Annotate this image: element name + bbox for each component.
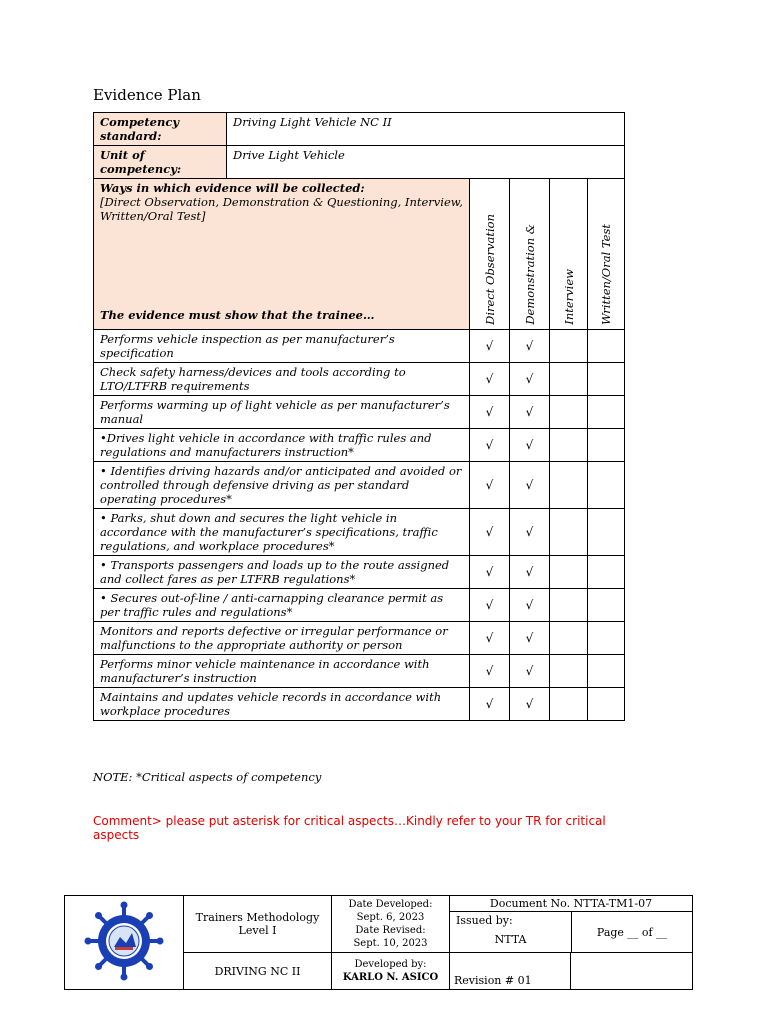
check-cell — [550, 655, 588, 688]
check-cell — [588, 589, 625, 622]
check-cell — [550, 429, 588, 462]
evidence-plan-table — [93, 112, 625, 721]
evidence-criterion: Performs minor vehicle maintenance in accordance with manufacturer’s instruction — [94, 655, 470, 688]
check-cell — [588, 509, 625, 556]
check-cell — [588, 655, 625, 688]
document-info-cell — [450, 896, 693, 953]
competency-standard-row — [94, 113, 625, 146]
ways-list: [Direct Observation, Demonstration & Questioning, Interview, Written/Oral Test] — [100, 195, 463, 223]
check-cell: √ — [470, 589, 510, 622]
check-cell: √ — [470, 655, 510, 688]
ways-title: Ways in which evidence will be collected: — [100, 181, 365, 195]
check-cell — [550, 396, 588, 429]
organization-logo — [65, 896, 184, 990]
evidence-row — [94, 622, 625, 655]
reviewer-comment: Comment> please put asterisk for critical aspects…Kindly refer to your TR for critical aspects — [93, 814, 606, 842]
evidence-row — [94, 556, 625, 589]
developer-name: KARLO N. ASICO — [342, 972, 439, 983]
unit-label: Unit of competency: — [94, 146, 227, 179]
driving-nc-ii: DRIVING NC II — [184, 953, 332, 990]
check-cell: √ — [470, 363, 510, 396]
check-cell: √ — [510, 509, 550, 556]
check-cell — [550, 330, 588, 363]
check-cell: √ — [510, 462, 550, 509]
check-cell: √ — [470, 462, 510, 509]
competency-standard-value: Driving Light Vehicle NC II — [227, 113, 625, 146]
developed-by-cell: Developed by: KARLO N. ASICO — [332, 953, 450, 990]
check-cell: √ — [510, 429, 550, 462]
footer-table — [64, 895, 693, 990]
check-cell: √ — [470, 622, 510, 655]
document-title: Evidence Plan — [93, 86, 201, 104]
page-number: Page __ of __ — [596, 926, 668, 939]
methods-header-row — [94, 179, 625, 330]
evidence-criterion: • Secures out-of-line / anti-carnapping clearance permit as per traffic rules and regulations* — [94, 589, 470, 622]
evidence-row — [94, 462, 625, 509]
check-cell — [550, 622, 588, 655]
evidence-criterion: •Drives light vehicle in accordance with traffic rules and regulations and manufacturers instruction* — [94, 429, 470, 462]
check-cell: √ — [510, 556, 550, 589]
check-cell — [588, 330, 625, 363]
check-cell — [550, 462, 588, 509]
method-header-written-oral-test: Written/Oral Test — [588, 179, 625, 330]
ship-wheel-seal-icon — [84, 901, 164, 981]
check-cell: √ — [510, 688, 550, 721]
evidence-must-show: The evidence must show that the trainee… — [100, 308, 375, 322]
dates-cell: Date Developed: Sept. 6, 2023 Date Revised: Sept. 10, 2023 — [332, 896, 450, 953]
check-cell — [588, 429, 625, 462]
competency-standard-label: Competency standard: — [94, 113, 227, 146]
unit-value: Drive Light Vehicle — [227, 146, 625, 179]
footer-empty-cell — [571, 953, 693, 990]
evidence-criterion: • Transports passengers and loads up to the route assigned and collect fares as per LTFRB regulations* — [94, 556, 470, 589]
check-cell: √ — [510, 363, 550, 396]
check-cell: √ — [470, 509, 510, 556]
evidence-criterion: Performs warming up of light vehicle as per manufacturer’s manual — [94, 396, 470, 429]
check-cell: √ — [470, 429, 510, 462]
evidence-row — [94, 589, 625, 622]
check-cell — [550, 556, 588, 589]
evidence-criterion: Performs vehicle inspection as per manufacturer’s specification — [94, 330, 470, 363]
date-developed: Sept. 6, 2023 — [356, 912, 425, 923]
evidence-criterion: Check safety harness/devices and tools according to LTO/LTFRB requirements — [94, 363, 470, 396]
evidence-row — [94, 688, 625, 721]
check-cell: √ — [470, 330, 510, 363]
evidence-criterion: • Identifies driving hazards and/or anticipated and avoided or controlled through defensive driving as per standard operating procedures* — [94, 462, 470, 509]
check-cell — [550, 509, 588, 556]
evidence-criterion: Monitors and reports defective or irregular performance or malfunctions to the appropriate authority or person — [94, 622, 470, 655]
evidence-row — [94, 363, 625, 396]
evidence-row — [94, 655, 625, 688]
evidence-criterion: • Parks, shut down and secures the light vehicle in accordance with the manufacturer’s specifications, traffic regulations, and workplace procedures* — [94, 509, 470, 556]
trainers-methodology: Trainers Methodology Level I — [184, 896, 332, 953]
ways-cell — [94, 179, 470, 330]
note: NOTE: *Critical aspects of competency — [93, 770, 322, 784]
method-header-demonstration: Demonstration & — [510, 179, 550, 330]
check-cell: √ — [470, 556, 510, 589]
document-number: Document No. NTTA-TM1-07 — [450, 896, 692, 912]
evidence-criterion: Maintains and updates vehicle records in accordance with workplace procedures — [94, 688, 470, 721]
evidence-row — [94, 396, 625, 429]
check-cell — [588, 462, 625, 509]
check-cell: √ — [510, 330, 550, 363]
method-header-direct-observation: Direct Observation — [470, 179, 510, 330]
unit-of-competency-row — [94, 146, 625, 179]
evidence-row — [94, 330, 625, 363]
issued-by-label: Issued by: — [456, 914, 513, 927]
issued-by: NTTA — [494, 933, 527, 946]
check-cell: √ — [510, 655, 550, 688]
check-cell — [588, 556, 625, 589]
check-cell — [588, 622, 625, 655]
revision: Revision # 01 — [450, 953, 571, 990]
check-cell: √ — [510, 589, 550, 622]
check-cell — [588, 396, 625, 429]
check-cell: √ — [510, 622, 550, 655]
check-cell — [588, 688, 625, 721]
check-cell — [588, 363, 625, 396]
check-cell: √ — [470, 688, 510, 721]
check-cell — [550, 589, 588, 622]
date-revised: Sept. 10, 2023 — [353, 938, 428, 949]
check-cell: √ — [470, 396, 510, 429]
evidence-row — [94, 429, 625, 462]
check-cell — [550, 688, 588, 721]
evidence-row — [94, 509, 625, 556]
check-cell: √ — [510, 396, 550, 429]
check-cell — [550, 363, 588, 396]
method-header-interview: Interview — [550, 179, 588, 330]
